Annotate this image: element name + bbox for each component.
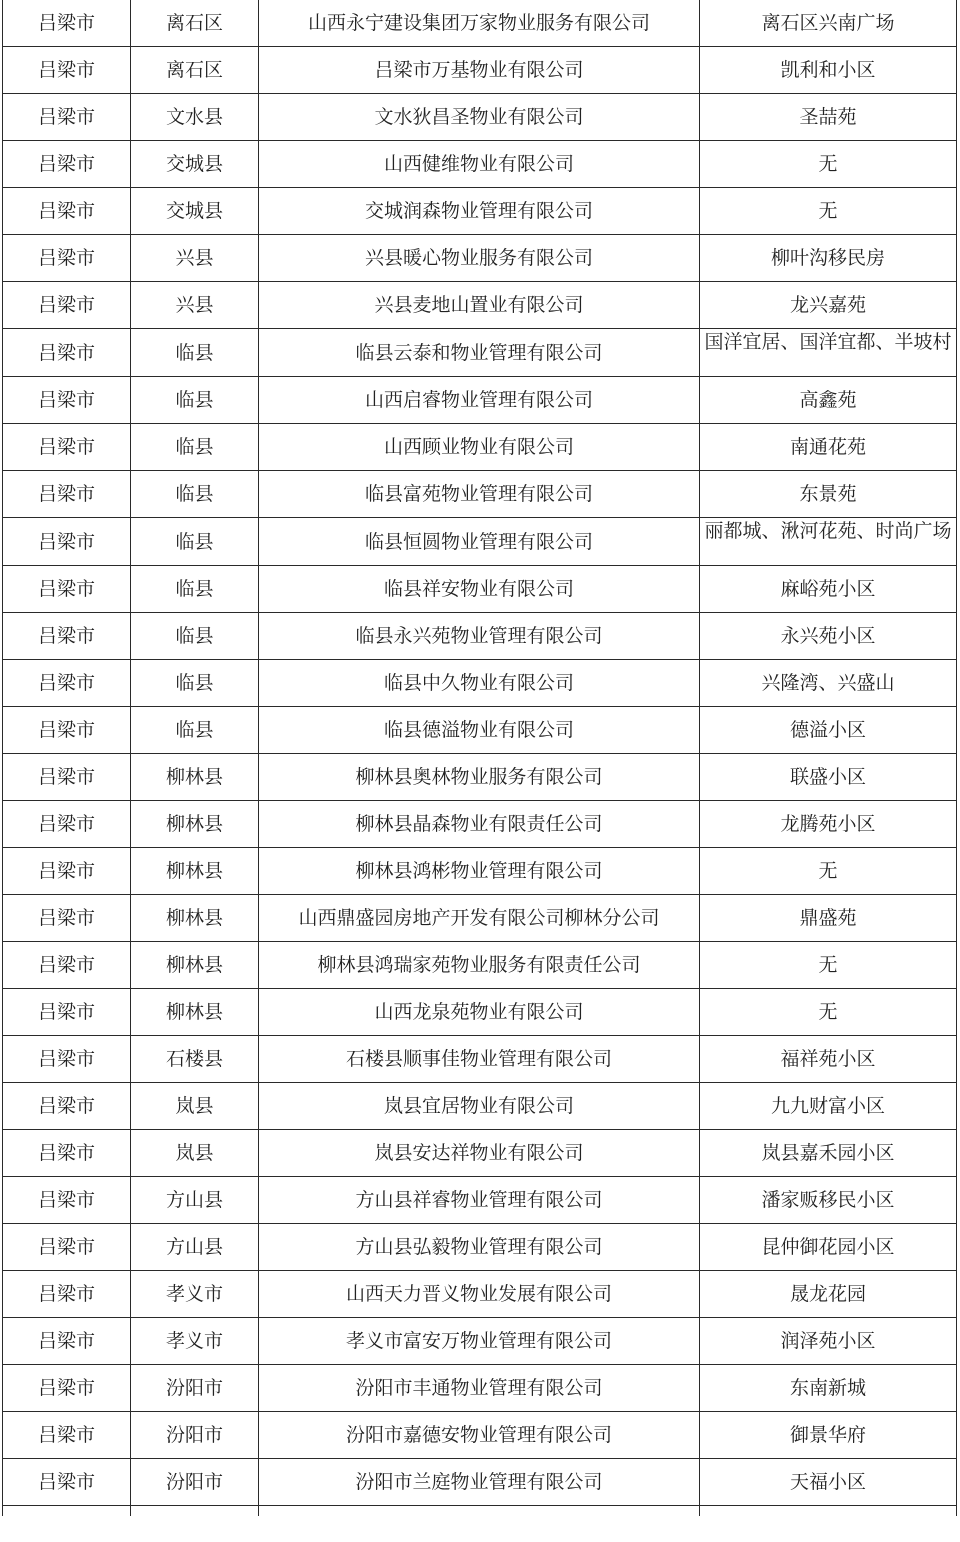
company-cell xyxy=(259,660,700,707)
city-text: 吕梁市 xyxy=(37,1142,95,1164)
community-text: 南通花苑 xyxy=(789,436,866,458)
community-text: 永兴苑小区 xyxy=(780,625,876,647)
company-text: 岚县宜居物业有限公司 xyxy=(383,1095,574,1117)
empty-cell xyxy=(3,1506,131,1517)
district-cell xyxy=(131,377,259,424)
city-text: 吕梁市 xyxy=(37,1471,95,1493)
company-text: 柳林县晶森物业有限责任公司 xyxy=(355,813,603,835)
city-cell xyxy=(3,660,131,707)
company-cell xyxy=(259,1412,700,1459)
table-row xyxy=(3,1412,957,1459)
company-cell xyxy=(259,989,700,1036)
community-text: 潘家贩移民小区 xyxy=(761,1189,895,1211)
city-cell xyxy=(3,94,131,141)
district-text: 临县 xyxy=(175,672,214,694)
city-text: 吕梁市 xyxy=(37,907,95,929)
company-text: 临县德溢物业有限公司 xyxy=(383,719,574,741)
company-text: 柳林县奥林物业服务有限公司 xyxy=(355,766,603,788)
district-cell xyxy=(131,1177,259,1224)
empty-cell xyxy=(259,1506,700,1517)
city-text: 吕梁市 xyxy=(37,389,95,411)
table-row xyxy=(3,848,957,895)
company-text: 兴县暖心物业服务有限公司 xyxy=(364,247,593,269)
community-text: 麻峪苑小区 xyxy=(780,578,876,600)
city-cell xyxy=(3,1271,131,1318)
company-text: 山西启睿物业管理有限公司 xyxy=(364,389,593,411)
city-text: 吕梁市 xyxy=(37,578,95,600)
city-cell xyxy=(3,0,131,47)
district-cell xyxy=(131,235,259,282)
table-row xyxy=(3,377,957,424)
company-cell xyxy=(259,0,700,47)
city-cell xyxy=(3,1318,131,1365)
table-row xyxy=(3,566,957,613)
city-cell xyxy=(3,613,131,660)
district-text: 离石区 xyxy=(165,12,223,34)
city-text: 吕梁市 xyxy=(37,12,95,34)
empty-cell xyxy=(700,1506,957,1517)
community-text: 九九财富小区 xyxy=(770,1095,885,1117)
community-text: 无 xyxy=(818,200,838,222)
table-row xyxy=(3,329,957,377)
district-text: 临县 xyxy=(175,578,214,600)
company-text: 山西健维物业有限公司 xyxy=(383,153,574,175)
company-cell xyxy=(259,613,700,660)
community-cell xyxy=(700,1036,957,1083)
city-text: 吕梁市 xyxy=(37,672,95,694)
community-text: 东景苑 xyxy=(799,483,857,505)
table-row xyxy=(3,801,957,848)
company-cell xyxy=(259,1224,700,1271)
district-text: 岚县 xyxy=(175,1142,214,1164)
district-cell xyxy=(131,282,259,329)
table-row xyxy=(3,895,957,942)
city-text: 吕梁市 xyxy=(37,1424,95,1446)
company-text: 山西龙泉苑物业有限公司 xyxy=(374,1001,584,1023)
district-cell xyxy=(131,613,259,660)
district-text: 临县 xyxy=(175,341,214,364)
district-cell xyxy=(131,707,259,754)
district-text: 临县 xyxy=(175,483,214,505)
company-cell xyxy=(259,1036,700,1083)
community-text: 联盛小区 xyxy=(789,766,866,788)
community-cell xyxy=(700,942,957,989)
community-text: 龙腾苑小区 xyxy=(780,813,876,835)
empty-cell xyxy=(131,1506,259,1517)
table-row xyxy=(3,707,957,754)
property-management-table xyxy=(2,0,957,1516)
community-text: 柳叶沟移民房 xyxy=(770,247,885,269)
district-text: 柳林县 xyxy=(165,860,223,882)
table-row xyxy=(3,942,957,989)
community-cell xyxy=(700,801,957,848)
table-row xyxy=(3,1318,957,1365)
district-cell xyxy=(131,94,259,141)
city-text: 吕梁市 xyxy=(37,341,95,364)
company-text: 汾阳市嘉德安物业管理有限公司 xyxy=(345,1424,612,1446)
district-text: 交城县 xyxy=(165,200,223,222)
community-text: 无 xyxy=(818,954,838,976)
community-text: 无 xyxy=(818,1001,838,1023)
community-text: 兴隆湾、兴盛山 xyxy=(761,672,895,694)
community-cell xyxy=(700,1083,957,1130)
district-text: 临县 xyxy=(175,625,214,647)
city-cell xyxy=(3,1083,131,1130)
district-cell xyxy=(131,1130,259,1177)
community-text: 国洋宜居、国洋宜都、半坡村 xyxy=(704,331,952,353)
city-text: 吕梁市 xyxy=(37,1330,95,1352)
district-cell xyxy=(131,660,259,707)
district-text: 临县 xyxy=(175,436,214,458)
city-cell xyxy=(3,1130,131,1177)
table-row xyxy=(3,282,957,329)
community-cell xyxy=(700,754,957,801)
district-text: 方山县 xyxy=(165,1189,223,1211)
city-cell xyxy=(3,942,131,989)
city-text: 吕梁市 xyxy=(37,530,95,553)
district-text: 兴县 xyxy=(175,247,214,269)
city-text: 吕梁市 xyxy=(37,294,95,316)
city-text: 吕梁市 xyxy=(37,1189,95,1211)
district-cell xyxy=(131,848,259,895)
table-row xyxy=(3,1083,957,1130)
table-row xyxy=(3,1036,957,1083)
community-cell xyxy=(700,141,957,188)
district-text: 柳林县 xyxy=(165,1001,223,1023)
community-cell xyxy=(700,660,957,707)
community-text: 高鑫苑 xyxy=(799,389,857,411)
company-cell xyxy=(259,329,700,377)
community-cell xyxy=(700,1459,957,1506)
company-text: 岚县安达祥物业有限公司 xyxy=(374,1142,584,1164)
city-cell xyxy=(3,377,131,424)
city-text: 吕梁市 xyxy=(37,625,95,647)
company-cell xyxy=(259,848,700,895)
district-text: 临县 xyxy=(175,389,214,411)
community-text: 离石区兴南广场 xyxy=(761,12,895,34)
company-text: 兴县麦地山置业有限公司 xyxy=(374,294,584,316)
city-cell xyxy=(3,424,131,471)
district-cell xyxy=(131,424,259,471)
company-cell xyxy=(259,47,700,94)
company-text: 山西顾业物业有限公司 xyxy=(383,436,574,458)
city-cell xyxy=(3,566,131,613)
table-row xyxy=(3,47,957,94)
district-text: 柳林县 xyxy=(165,766,223,788)
city-text: 吕梁市 xyxy=(37,200,95,222)
table-row xyxy=(3,613,957,660)
table-row xyxy=(3,188,957,235)
company-cell xyxy=(259,942,700,989)
district-cell xyxy=(131,1459,259,1506)
company-text: 方山县弘毅物业管理有限公司 xyxy=(355,1236,603,1258)
district-text: 汾阳市 xyxy=(165,1377,223,1399)
community-text: 东南新城 xyxy=(789,1377,866,1399)
company-text: 石楼县顺事佳物业管理有限公司 xyxy=(345,1048,612,1070)
district-cell xyxy=(131,1036,259,1083)
city-text: 吕梁市 xyxy=(37,106,95,128)
district-text: 石楼县 xyxy=(165,1048,223,1070)
table-row xyxy=(3,660,957,707)
community-text: 凯利和小区 xyxy=(780,59,876,81)
city-cell xyxy=(3,989,131,1036)
community-text: 无 xyxy=(818,860,838,882)
district-text: 柳林县 xyxy=(165,907,223,929)
company-text: 山西永宁建设集团万家物业服务有限公司 xyxy=(307,12,650,34)
company-cell xyxy=(259,895,700,942)
district-text: 柳林县 xyxy=(165,813,223,835)
city-cell xyxy=(3,235,131,282)
company-text: 临县中久物业有限公司 xyxy=(383,672,574,694)
district-text: 临县 xyxy=(175,530,214,553)
city-cell xyxy=(3,471,131,518)
company-text: 临县云泰和物业管理有限公司 xyxy=(355,341,603,364)
city-text: 吕梁市 xyxy=(37,954,95,976)
community-cell xyxy=(700,47,957,94)
community-text: 德溢小区 xyxy=(789,719,866,741)
city-cell xyxy=(3,518,131,566)
community-text: 天福小区 xyxy=(789,1471,866,1493)
community-cell xyxy=(700,188,957,235)
city-text: 吕梁市 xyxy=(37,1048,95,1070)
district-text: 汾阳市 xyxy=(165,1424,223,1446)
community-text: 岚县嘉禾园小区 xyxy=(761,1142,895,1164)
table-row xyxy=(3,1459,957,1506)
city-cell xyxy=(3,47,131,94)
city-text: 吕梁市 xyxy=(37,1377,95,1399)
company-text: 临县恒圆物业管理有限公司 xyxy=(364,530,593,553)
community-cell xyxy=(700,566,957,613)
company-cell xyxy=(259,1083,700,1130)
community-cell xyxy=(700,94,957,141)
community-cell xyxy=(700,518,957,566)
community-cell xyxy=(700,1412,957,1459)
company-cell xyxy=(259,1177,700,1224)
city-text: 吕梁市 xyxy=(37,153,95,175)
community-text: 晟龙花园 xyxy=(789,1283,866,1305)
district-cell xyxy=(131,188,259,235)
table-row xyxy=(3,1177,957,1224)
community-cell xyxy=(700,282,957,329)
community-cell xyxy=(700,1177,957,1224)
community-text: 圣喆苑 xyxy=(799,106,857,128)
community-cell xyxy=(700,613,957,660)
district-text: 方山县 xyxy=(165,1236,223,1258)
community-cell xyxy=(700,424,957,471)
city-text: 吕梁市 xyxy=(37,59,95,81)
district-text: 岚县 xyxy=(175,1095,214,1117)
city-cell xyxy=(3,188,131,235)
company-cell xyxy=(259,282,700,329)
table-row xyxy=(3,518,957,566)
district-cell xyxy=(131,895,259,942)
district-cell xyxy=(131,989,259,1036)
city-cell xyxy=(3,848,131,895)
company-cell xyxy=(259,377,700,424)
district-cell xyxy=(131,801,259,848)
city-cell xyxy=(3,282,131,329)
city-text: 吕梁市 xyxy=(37,719,95,741)
company-cell xyxy=(259,141,700,188)
table-row xyxy=(3,94,957,141)
district-cell xyxy=(131,47,259,94)
table-row xyxy=(3,0,957,47)
district-text: 柳林县 xyxy=(165,954,223,976)
community-cell xyxy=(700,895,957,942)
district-cell xyxy=(131,1224,259,1271)
company-cell xyxy=(259,424,700,471)
company-cell xyxy=(259,754,700,801)
district-text: 孝义市 xyxy=(165,1330,223,1352)
company-text: 山西天力晋义物业发展有限公司 xyxy=(345,1283,612,1305)
community-text: 昆仲御花园小区 xyxy=(761,1236,895,1258)
company-text: 柳林县鸿瑞家苑物业服务有限责任公司 xyxy=(317,954,641,976)
community-cell xyxy=(700,989,957,1036)
city-text: 吕梁市 xyxy=(37,247,95,269)
city-cell xyxy=(3,1412,131,1459)
city-cell xyxy=(3,1224,131,1271)
company-text: 吕梁市万基物业有限公司 xyxy=(374,59,584,81)
community-cell xyxy=(700,1318,957,1365)
district-cell xyxy=(131,0,259,47)
city-cell xyxy=(3,895,131,942)
district-text: 兴县 xyxy=(175,294,214,316)
table-body xyxy=(3,0,957,1516)
company-text: 孝义市富安万物业管理有限公司 xyxy=(345,1330,612,1352)
community-cell xyxy=(700,1224,957,1271)
company-cell xyxy=(259,801,700,848)
community-cell xyxy=(700,1365,957,1412)
company-text: 文水狄昌圣物业有限公司 xyxy=(374,106,584,128)
company-cell xyxy=(259,471,700,518)
company-cell xyxy=(259,1365,700,1412)
district-cell xyxy=(131,566,259,613)
company-cell xyxy=(259,1318,700,1365)
table-row xyxy=(3,1224,957,1271)
community-cell xyxy=(700,0,957,47)
table-row xyxy=(3,1365,957,1412)
city-text: 吕梁市 xyxy=(37,1095,95,1117)
city-text: 吕梁市 xyxy=(37,766,95,788)
city-cell xyxy=(3,801,131,848)
company-text: 临县永兴苑物业管理有限公司 xyxy=(355,625,603,647)
community-cell xyxy=(700,471,957,518)
city-text: 吕梁市 xyxy=(37,1283,95,1305)
district-cell xyxy=(131,1318,259,1365)
community-cell xyxy=(700,1271,957,1318)
district-cell xyxy=(131,1412,259,1459)
company-cell xyxy=(259,1130,700,1177)
community-cell xyxy=(700,377,957,424)
company-cell xyxy=(259,1271,700,1318)
community-text: 鼎盛苑 xyxy=(799,907,857,929)
district-text: 文水县 xyxy=(165,106,223,128)
city-cell xyxy=(3,141,131,188)
city-cell xyxy=(3,1036,131,1083)
district-text: 离石区 xyxy=(165,59,223,81)
community-text: 丽都城、湫河花苑、时尚广场 xyxy=(704,520,952,542)
table-row xyxy=(3,424,957,471)
community-text: 福祥苑小区 xyxy=(780,1048,876,1070)
company-cell xyxy=(259,1459,700,1506)
district-cell xyxy=(131,471,259,518)
table-row xyxy=(3,1130,957,1177)
company-text: 汾阳市兰庭物业管理有限公司 xyxy=(355,1471,603,1493)
community-cell xyxy=(700,848,957,895)
company-text: 方山县祥睿物业管理有限公司 xyxy=(355,1189,603,1211)
district-text: 孝义市 xyxy=(165,1283,223,1305)
community-text: 龙兴嘉苑 xyxy=(789,294,866,316)
city-text: 吕梁市 xyxy=(37,860,95,882)
district-cell xyxy=(131,329,259,377)
city-cell xyxy=(3,1177,131,1224)
city-text: 吕梁市 xyxy=(37,1001,95,1023)
city-text: 吕梁市 xyxy=(37,1236,95,1258)
table-row xyxy=(3,989,957,1036)
company-text: 山西鼎盛园房地产开发有限公司柳林分公司 xyxy=(298,907,660,929)
city-text: 吕梁市 xyxy=(37,813,95,835)
company-cell xyxy=(259,235,700,282)
company-cell xyxy=(259,707,700,754)
community-text: 御景华府 xyxy=(789,1424,866,1446)
company-text: 临县祥安物业有限公司 xyxy=(383,578,574,600)
city-cell xyxy=(3,1459,131,1506)
company-text: 柳林县鸿彬物业管理有限公司 xyxy=(355,860,603,882)
company-cell xyxy=(259,566,700,613)
table-row-partial xyxy=(3,1506,957,1517)
district-cell xyxy=(131,518,259,566)
company-text: 汾阳市丰通物业管理有限公司 xyxy=(355,1377,603,1399)
company-cell xyxy=(259,518,700,566)
district-cell xyxy=(131,141,259,188)
community-text: 无 xyxy=(818,153,838,175)
district-cell xyxy=(131,1083,259,1130)
city-cell xyxy=(3,707,131,754)
city-cell xyxy=(3,754,131,801)
district-cell xyxy=(131,942,259,989)
community-cell xyxy=(700,235,957,282)
table-row xyxy=(3,471,957,518)
company-text: 交城润森物业管理有限公司 xyxy=(364,200,593,222)
community-text: 润泽苑小区 xyxy=(780,1330,876,1352)
district-cell xyxy=(131,754,259,801)
city-text: 吕梁市 xyxy=(37,436,95,458)
city-cell xyxy=(3,329,131,377)
district-text: 临县 xyxy=(175,719,214,741)
city-cell xyxy=(3,1365,131,1412)
city-text: 吕梁市 xyxy=(37,483,95,505)
community-cell xyxy=(700,329,957,377)
district-text: 交城县 xyxy=(165,153,223,175)
district-cell xyxy=(131,1365,259,1412)
community-cell xyxy=(700,1130,957,1177)
table-row xyxy=(3,1271,957,1318)
district-text: 汾阳市 xyxy=(165,1471,223,1493)
district-cell xyxy=(131,1271,259,1318)
table-row xyxy=(3,141,957,188)
company-cell xyxy=(259,94,700,141)
table-row xyxy=(3,754,957,801)
company-cell xyxy=(259,188,700,235)
table-row xyxy=(3,235,957,282)
community-cell xyxy=(700,707,957,754)
company-text: 临县富苑物业管理有限公司 xyxy=(364,483,593,505)
